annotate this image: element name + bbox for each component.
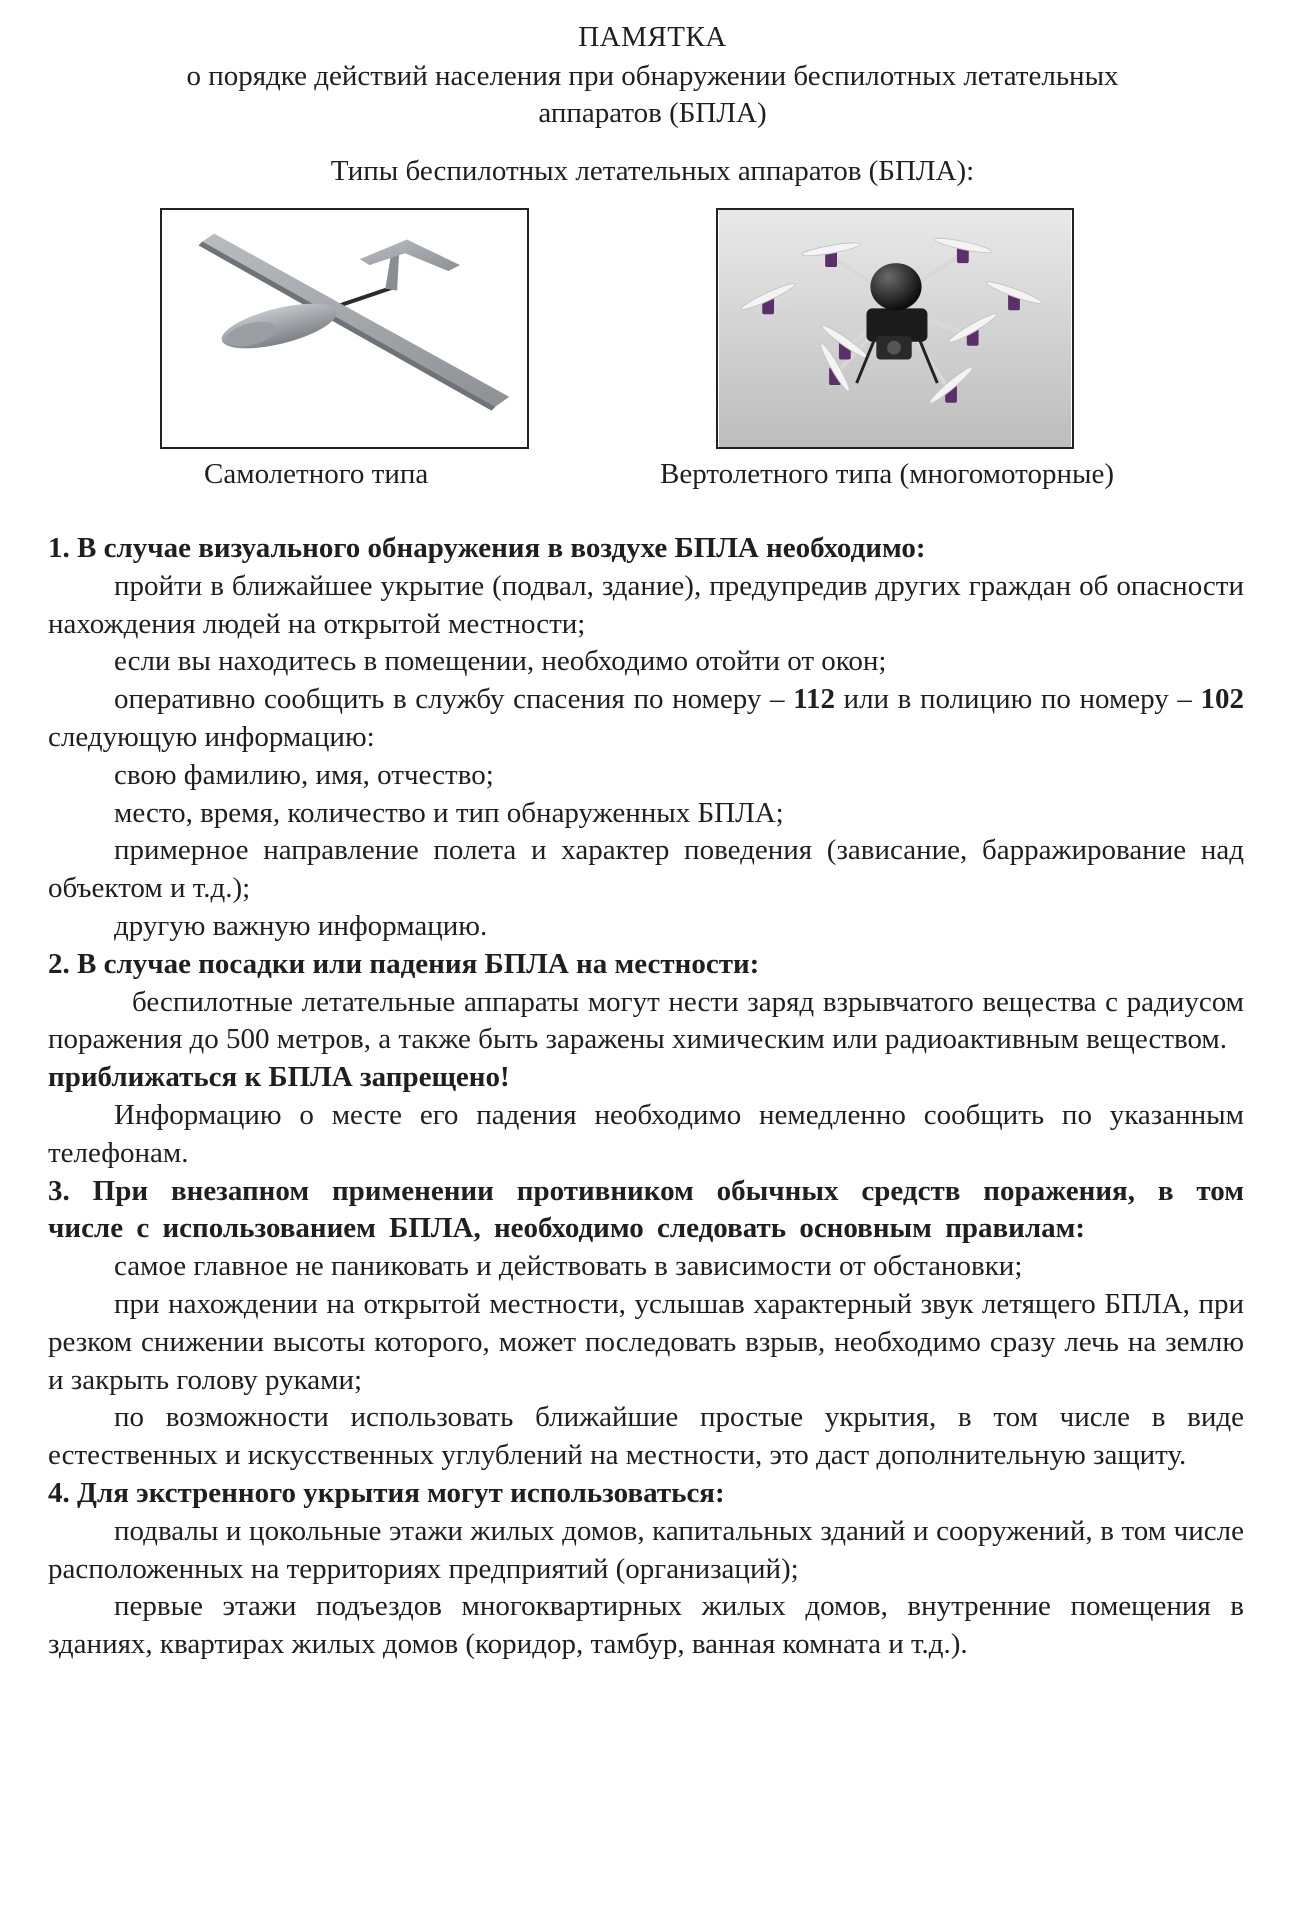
section3-item-cover: по возможности использовать ближайшие простые укрытия, в том числе в виде естественных и искусственных углублений на местности, это даст дополнительную защиту.	[48, 1401, 1244, 1472]
section1-item-report: оперативно сообщить в службу спасения по номеру – 112 или в полицию по номеру – 102 следующую информацию:	[48, 683, 1244, 753]
section1-item-direction: примерное направление полета и характер поведения (зависание, барражирование над объектом и т.д.);	[48, 834, 1244, 905]
rescue-phone-number: 112	[793, 683, 835, 716]
section3-item-calm: самое главное не паниковать и действовать в зависимости от обстановки;	[114, 1250, 1023, 1283]
section4-heading: 4. Для экстренного укрытия могут использоваться:	[48, 1476, 725, 1509]
section3-item-lie-down: при нахождении на открытой местности, услышав характерный звук летящего БПЛА, при резком снижении высоты которого, может последовать взрыв, необходимо сразу лечь на землю и закрыть голову руками;	[48, 1287, 1244, 1396]
fixed-wing-uav-image	[160, 208, 529, 449]
multirotor-caption: Вертолетного типа (многомоторные)	[660, 458, 1114, 490]
fixed-wing-caption: Самолетного типа	[204, 458, 429, 490]
section1-item-name: свою фамилию, имя, отчество;	[114, 758, 494, 791]
document-title: ПАМЯТКА	[578, 21, 727, 53]
multirotor-uav-image	[716, 208, 1074, 449]
section1-heading: 1. В случае визуального обнаружения в воздухе БПЛА необходимо:	[48, 532, 926, 564]
section3-heading: 3. При внезапном применении противником обычных средств поражения, в том числе с использованием БПЛА, необходимо следовать основным правилам:	[48, 1174, 1244, 1245]
section4-item-basements: подвалы и цокольные этажи жилых домов, капитальных зданий и сооружений, в том числе расположенных на территориях предприятий (организаций);	[48, 1514, 1244, 1585]
section2-warning: приближаться к БПЛА запрещено!	[48, 1061, 510, 1094]
instructions-body	[48, 530, 1244, 1664]
section1-item-shelter: пройти в ближайшее укрытие (подвал, здание), предупредив других граждан об опасности нахождения людей на открытой местности;	[48, 569, 1244, 640]
section1-item-windows: если вы находитесь в помещении, необходимо отойти от окон;	[114, 645, 887, 678]
section1-item-other: другую важную информацию.	[114, 909, 488, 942]
document-subtitle-line1: о порядке действий населения при обнаружении беспилотных летательных	[186, 60, 1119, 92]
multirotor-uav-icon	[718, 210, 1072, 447]
section2-heading: 2. В случае посадки или падения БПЛА на местности:	[48, 947, 760, 980]
fixed-wing-uav-icon	[162, 210, 527, 447]
section2-item-danger: беспилотные летательные аппараты могут нести заряд взрывчатого вещества с радиусом поражения до 500 метров, а также быть заражены химическим или радиоактивным веществом.	[48, 985, 1244, 1056]
document-subtitle-line2: аппаратов (БПЛА)	[538, 97, 767, 129]
uav-types-title: Типы беспилотных летательных аппаратов (БПЛА):	[330, 155, 975, 187]
section2-item-report: Информацию о месте его падения необходимо немедленно сообщить по указанным телефонам.	[48, 1098, 1244, 1169]
police-phone-number: 102	[1200, 683, 1244, 716]
section4-item-first-floors: первые этажи подъездов многоквартирных жилых домов, внутренние помещения в зданиях, квартирах жилых домов (коридор, тамбур, ванная комната и т.д.).	[48, 1590, 1244, 1661]
section1-item-place: место, время, количество и тип обнаруженных БПЛА;	[114, 796, 784, 829]
